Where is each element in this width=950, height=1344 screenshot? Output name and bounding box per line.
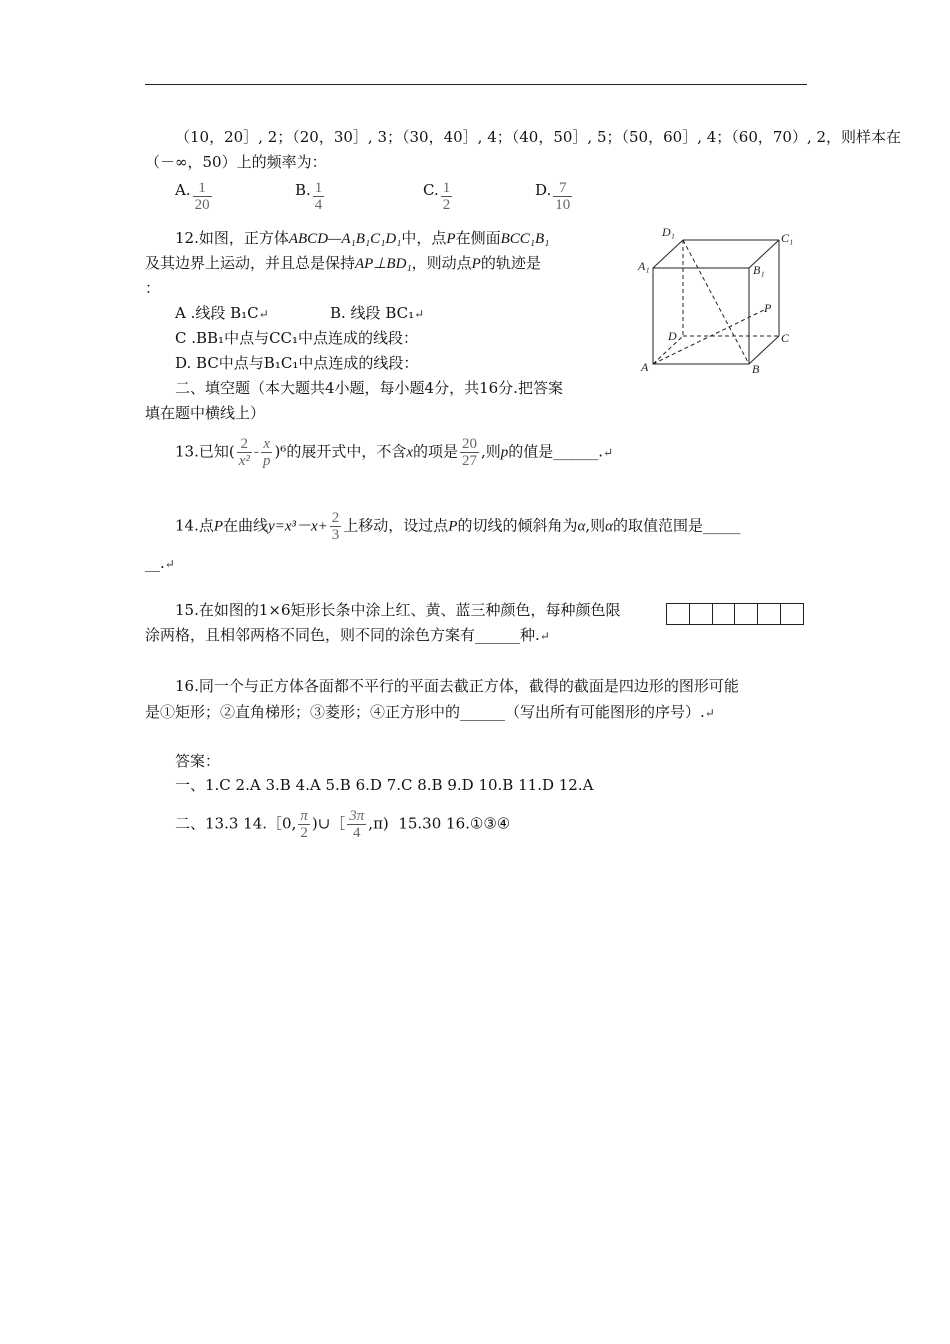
label-b1: B₁ <box>753 263 765 277</box>
strip-cell <box>690 604 713 624</box>
edge-bc <box>749 336 779 364</box>
strip-cell <box>667 604 690 624</box>
q11-line2: （－∞，50）上的频率为： <box>145 153 327 171</box>
header-rule <box>145 84 807 85</box>
answers-title: 答案： <box>175 752 221 770</box>
q12-option-b: B. 线段 BC₁↵ <box>330 304 425 322</box>
strip-cell <box>758 604 781 624</box>
answers-part1: 一、1.C 2.A 3.B 4.A 5.B 6.D 7.C 8.B 9.D 10.B 11.D 12.A <box>175 776 594 794</box>
q16-line2: 是①矩形；②直角梯形；③菱形；④正方形中的______（写出所有可能图形的序号）.↵ <box>145 703 715 721</box>
label-p: P <box>764 301 772 315</box>
q14-line2: __.↵ <box>145 554 175 572</box>
q12-line2: 及其边界上运动，并且总是保持AP⊥BD₁，则动点P的轨迹是 <box>145 254 541 272</box>
label-a1: A₁ <box>638 259 650 273</box>
q16-line1: 16.同一个与正方体各面都不平行的平面去截正方体，截得的截面是四边形的图形可能 <box>175 677 739 695</box>
answers-part2: 二、13.3 14.［0, $\frac{\pi}{2}$ )∪［ $\frac{3\pi}{4}$ ,π) 15.30 16.①③④ <box>175 808 511 841</box>
label-c1: C₁ <box>781 231 794 245</box>
strip-cell <box>735 604 758 624</box>
label-b: B <box>752 362 760 376</box>
q12-option-d: D. BC中点与B₁C₁中点连成的线段： <box>175 354 419 372</box>
q12-line3: ： <box>145 279 161 297</box>
q15-line2: 涂两格，且相邻两格不同色，则不同的涂色方案有______种.↵ <box>145 626 550 644</box>
q11-option-c: C. $\frac{1}{2}$ <box>423 180 451 213</box>
color-strip-1x6 <box>666 603 804 625</box>
strip-cell <box>781 604 803 624</box>
section2-line2: 填在题中横线上） <box>145 404 266 422</box>
label-d1: D₁ <box>662 225 675 239</box>
cube-figure <box>636 222 806 380</box>
strip-cell <box>713 604 736 624</box>
front-face <box>653 268 749 364</box>
q12-option-c: C .BB₁中点与CC₁中点连成的线段： <box>175 329 419 347</box>
q12-option-a: A .线段 B₁C↵ <box>175 304 269 322</box>
label-c: C <box>781 331 790 345</box>
q11-line1: （10，20］, 2；（20，30］, 3；（30，40］, 4；（40，50］, 5；（50，60］, 4；（60，70）, 2，则样本在 <box>175 128 902 146</box>
label-a: A <box>641 360 649 374</box>
q15-line1: 15.在如图的1×6矩形长条中涂上红、黄、蓝三种颜色，每种颜色限 <box>175 601 621 619</box>
section2-line1: 二、填空题（本大题共4小题，每小题4分，共16分.把答案 <box>175 379 563 397</box>
q12-line1: 12.如图，正方体ABCD—A₁B₁C₁D₁中，点P在侧面BCC₁B₁ <box>175 229 550 247</box>
edge-a1d1 <box>653 240 683 268</box>
q14-line1: 14.点P在曲线y=x³－x+ $\frac{2}{3}$ 上移动，设过点P的切线的倾斜角为α,则α的取值范围是_____ <box>175 510 741 543</box>
label-d: D <box>668 329 677 343</box>
q11-option-b: B. $\frac{1}{4}$ <box>295 180 323 213</box>
q11-option-d: D. $\frac{7}{10}$ <box>535 180 571 213</box>
q11-option-a: A. $\frac{1}{20}$ <box>175 180 210 213</box>
q13-line: 13.已知( $\frac{2}{\text{x²}}$ - $\frac{x}{p}$ )⁶的展开式中，不含x的项是 $\frac{20}{27}$ ,则p的值是______.↵ <box>175 436 614 469</box>
diag-bd1 <box>683 240 749 364</box>
